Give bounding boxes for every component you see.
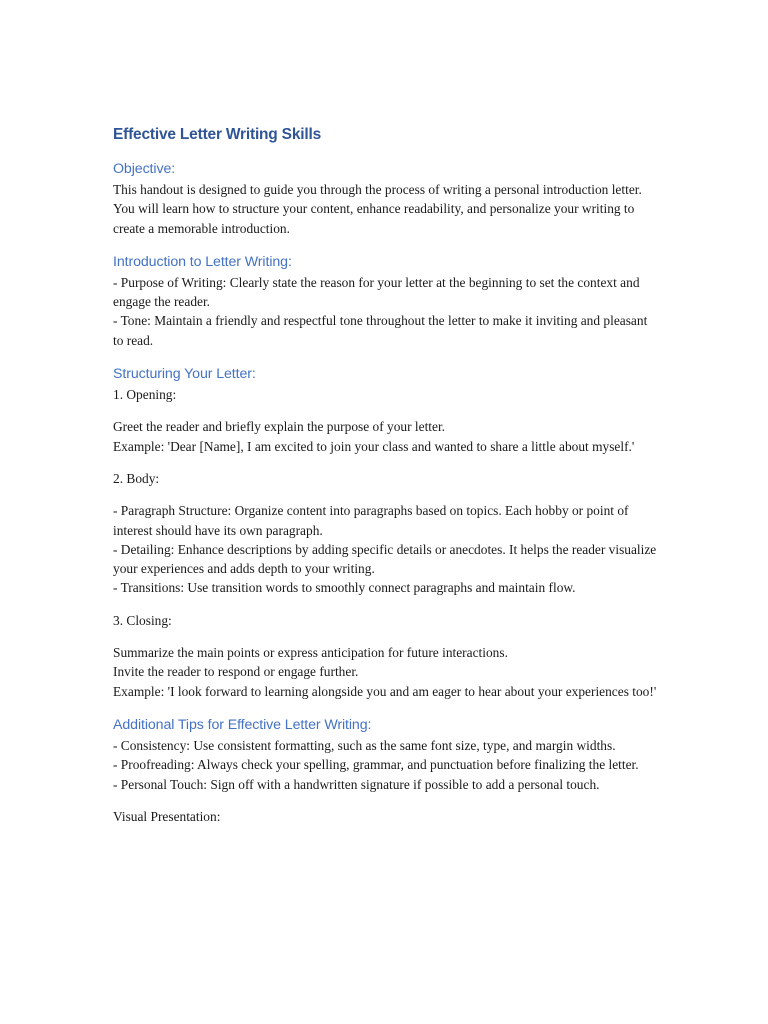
tips-heading: Additional Tips for Effective Letter Writing: [113,716,372,733]
body-text: - Paragraph Structure: Organize content into paragraphs based on topics. Each hobby or point of interest should have its own paragraph. - Detailing: Enhance descriptions by adding specific details or anecdotes. It helps the reader visualize your experiences and adds depth to your writing. - Transitions: Use transition words to smoothly connect paragraphs and maintain flow. [113,503,657,596]
document-page [113,124,658,826]
opening-label: 1. Opening: [113,387,177,403]
tips-text: - Consistency: Use consistent formatting, such as the same font size, type, and margin widths. - Proofreading: Always check your spelling, grammar, and punctuation before finalizing the letter. - Personal Touch: Sign off with a handwritten signature if possible to add a personal touch. [113,737,639,792]
objective-text: This handout is designed to guide you through the process of writing a personal introduction letter. You will learn how to structure your content, enhance readability, and personalize your writing to create a memorable introduction. [113,182,642,236]
visual-presentation-label: Visual Presentation: [113,808,221,824]
structuring-heading: Structuring Your Letter: [113,366,256,383]
objective-heading: Objective: [113,161,176,177]
body-label: 2. Body: [113,470,160,486]
closing-label: 3. Closing: [113,612,172,628]
introduction-text: - Purpose of Writing: Clearly state the reason for your letter at the beginning to set the context and engage the reader. - Tone: Maintain a friendly and respectful tone throughout the letter to make it inviting and pleasant to read. [113,274,648,348]
opening-text: Greet the reader and briefly explain the purpose of your letter. Example: 'Dear [Name], I am excited to join your class and wanted to share a little about myself.' [113,419,635,454]
document-title: Effective Letter Writing Skills [113,126,321,143]
introduction-heading: Introduction to Letter Writing: [113,253,292,270]
closing-text: Summarize the main points or express anticipation for future interactions. Invite the reader to respond or engage further. Example: 'I look forward to learning alongside you and am eager to hear about your experiences too!' [113,645,657,699]
